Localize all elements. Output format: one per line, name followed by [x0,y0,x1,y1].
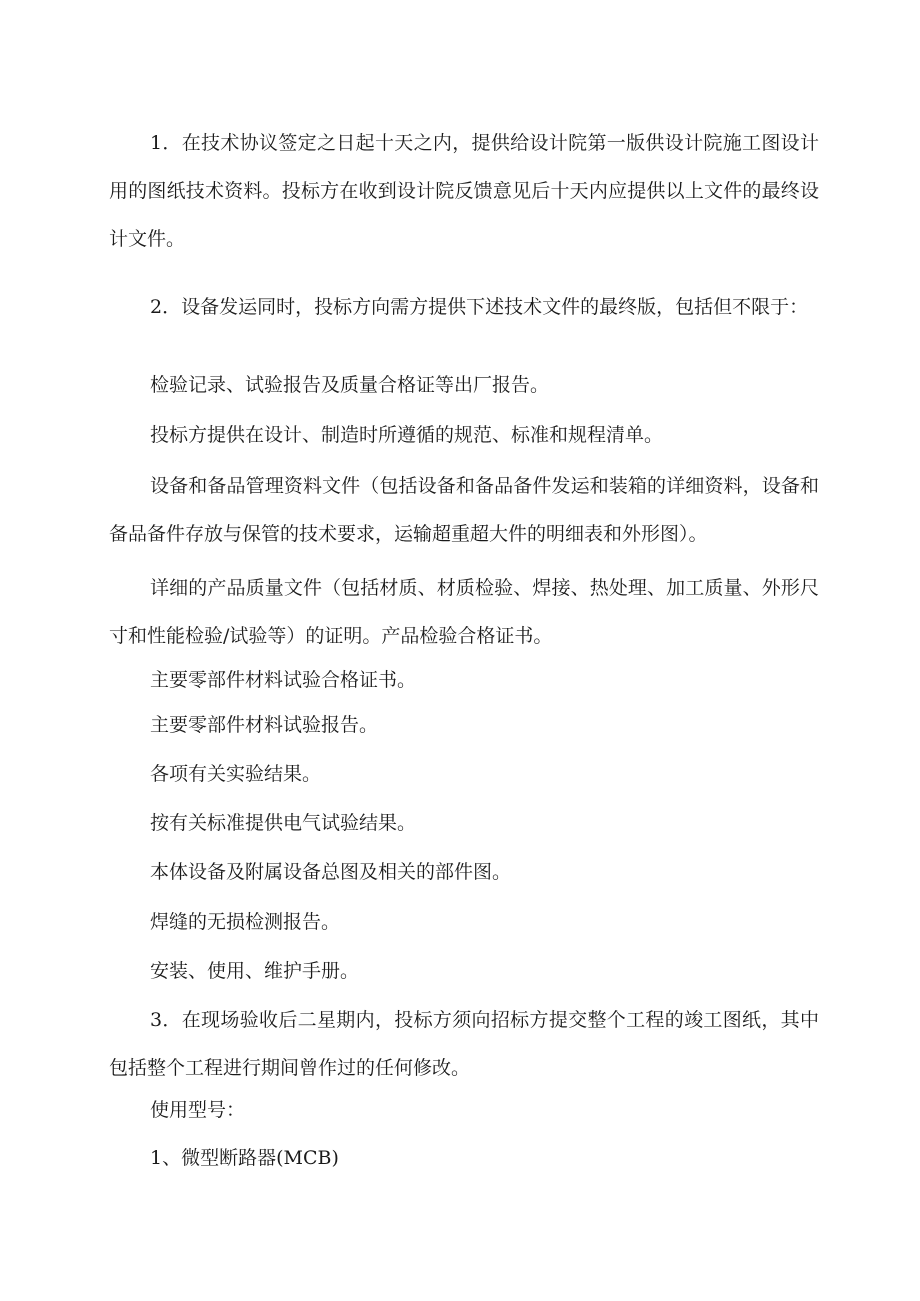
list-item-test-results: 各项有关实验结果。 [150,763,322,785]
list-item-standards-list: 投标方提供在设计、制造时所遵循的规范、标准和规程清单。 [150,424,664,446]
list-item-electrical-tests: 按有关标准提供电气试验结果。 [150,812,417,834]
list-item-ndt-report: 焊缝的无损检测报告。 [150,911,341,933]
paragraph-clause-1: 1．在技术协议签定之日起十天之内，提供给设计院第一版供设计院施工图设计用的图纸技术资料。投标方在收到设计院反馈意见后十天内应提供以上文件的最终设计文件。 [109,132,819,250]
paragraph-model-item-1: 1、微型断路器(MCB) [150,1147,339,1169]
list-item-inspection-records: 检验记录、试验报告及质量合格证等出厂报告。 [150,374,550,396]
paragraph-clause-2: 2．设备发运同时，投标方向需方提供下述技术文件的最终版，包括但不限于： [150,296,809,318]
paragraph-model-heading: 使用型号： [150,1099,246,1121]
list-item-manuals: 安装、使用、维护手册。 [150,960,360,982]
list-item-material-report: 主要零部件材料试验报告。 [150,714,379,736]
list-item-material-certificate: 主要零部件材料试验合格证书。 [150,669,417,691]
list-item-quality-docs: 详细的产品质量文件（包括材质、材质检验、焊接、热处理、加工质量、外形尺寸和性能检验/试验等）的证明。产品检验合格证书。 [109,577,819,647]
paragraph-clause-3: 3．在现场验收后二星期内，投标方须向招标方提交整个工程的竣工图纸，其中包括整个工程进行期间曾作过的任何修改。 [109,1009,819,1079]
list-item-assembly-drawings: 本体设备及附属设备总图及相关的部件图。 [150,861,512,883]
list-item-spare-parts-docs: 设备和备品管理资料文件（包括设备和备品备件发运和装箱的详细资料，设备和备品备件存放与保管的技术要求，运输超重超大件的明细表和外形图）。 [109,475,819,545]
